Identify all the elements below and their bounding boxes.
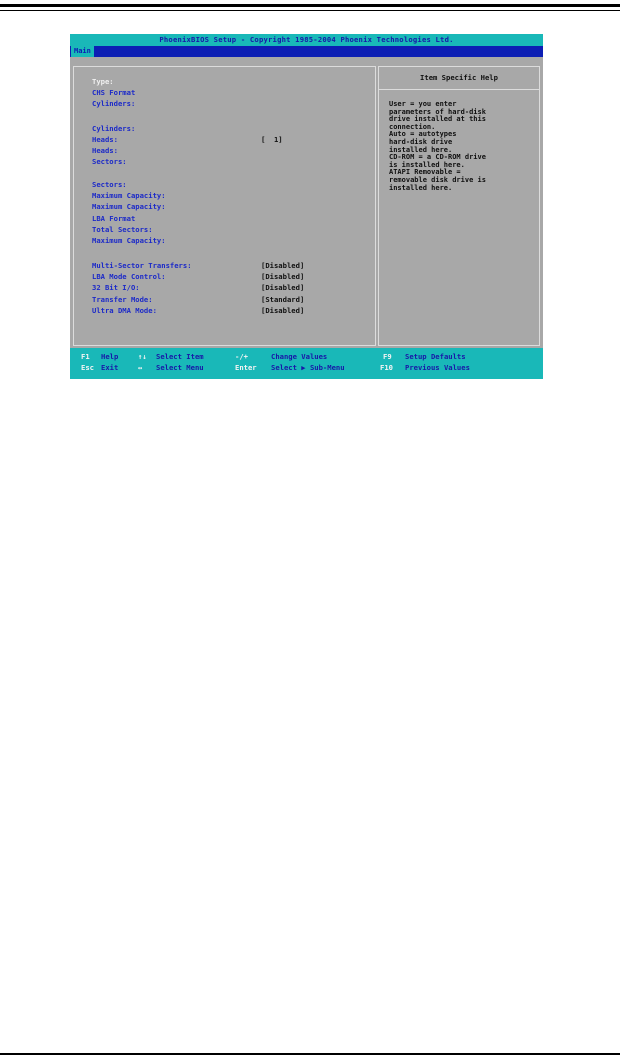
arrows-lr-key: ↔ [138, 363, 143, 372]
field-cylinders-2-label: Cylinders: [92, 124, 136, 133]
field-heads-value[interactable]: [ 1] [261, 135, 283, 144]
f9-key: F9 [383, 352, 392, 361]
field-sectors-2-label: Sectors: [92, 180, 127, 189]
field-heads-2-label: Heads: [92, 146, 118, 155]
help-title: Item Specific Help [379, 67, 539, 90]
field-heads-label[interactable]: Heads: [92, 135, 118, 144]
enter-desc: Select ▶ Sub-Menu [271, 363, 345, 372]
field-total-sectors-label: Total Sectors: [92, 225, 153, 234]
esc-desc: Exit [101, 363, 119, 372]
field-max-capacity-label: Maximum Capacity: [92, 191, 166, 200]
help-panel [378, 66, 540, 346]
esc-key: Esc [81, 363, 94, 372]
help-text: User = you enter parameters of hard-disk drive installed at this connection. Auto = autotypes hard-disk drive installed here. CD-ROM = a CD-ROM drive is installed here. ATAPI Removable = removable disk drive is installed here. [389, 100, 486, 192]
field-chs-format-label: CHS Format [92, 88, 136, 97]
field-multi-sector-value[interactable]: [Disabled] [261, 261, 305, 270]
field-32bit-io-value[interactable]: [Disabled] [261, 283, 305, 292]
plus-minus-key: -/+ [235, 352, 248, 361]
field-transfer-mode-label[interactable]: Transfer Mode: [92, 295, 153, 304]
key-help-bar [70, 348, 543, 379]
field-cylinders-label: Cylinders: [92, 99, 136, 108]
bottom-rule [0, 1053, 620, 1055]
field-lba-format-label: LBA Format [92, 214, 136, 223]
arrows-ud-key: ↑↓ [138, 352, 147, 361]
tab-main[interactable]: Main [71, 46, 94, 57]
f9-desc: Setup Defaults [405, 352, 466, 361]
f10-key: F10 [380, 363, 393, 372]
f1-key: F1 [81, 352, 90, 361]
enter-key: Enter [235, 363, 257, 372]
arrows-lr-desc: Select Menu [156, 363, 204, 372]
field-sectors-label: Sectors: [92, 157, 127, 166]
top-rule-thin [0, 10, 620, 11]
arrows-ud-desc: Select Item [156, 352, 204, 361]
field-32bit-io-label[interactable]: 32 Bit I/O: [92, 283, 140, 292]
field-multi-sector-label[interactable]: Multi-Sector Transfers: [92, 261, 192, 270]
field-type-label[interactable]: Type: [92, 77, 114, 86]
field-lba-mode-value[interactable]: [Disabled] [261, 272, 305, 281]
plus-minus-desc: Change Values [271, 352, 328, 361]
field-transfer-mode-value[interactable]: [Standard] [261, 295, 305, 304]
field-lba-mode-label[interactable]: LBA Mode Control: [92, 272, 166, 281]
field-ultra-dma-label[interactable]: Ultra DMA Mode: [92, 306, 157, 315]
bios-title: PhoenixBIOS Setup - Copyright 1985-2004 Phoenix Technologies Ltd. [70, 34, 543, 46]
field-max-capacity-3-label: Maximum Capacity: [92, 236, 166, 245]
menu-bar [70, 46, 543, 57]
top-rule-thick [0, 4, 620, 7]
f1-desc: Help [101, 352, 119, 361]
bios-screen [70, 34, 543, 379]
field-ultra-dma-value[interactable]: [Disabled] [261, 306, 305, 315]
field-max-capacity-2-label: Maximum Capacity: [92, 202, 166, 211]
f10-desc: Previous Values [405, 363, 470, 372]
